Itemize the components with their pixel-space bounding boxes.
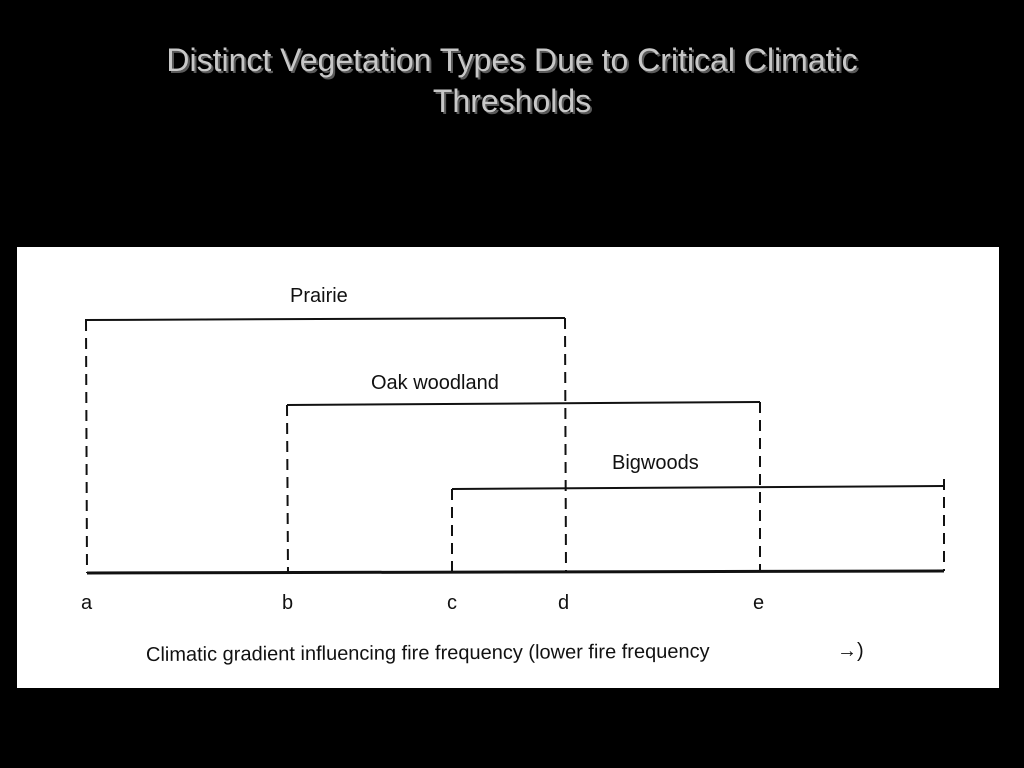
diagram-panel (17, 247, 999, 688)
tick-label-b: b (282, 592, 294, 614)
prairie-range (85, 285, 566, 573)
bigwoods-label: Bigwoods (612, 452, 699, 474)
oak-woodland-left-boundary (287, 405, 288, 573)
prairie-left-boundary (86, 320, 87, 573)
prairie-label: Prairie (290, 285, 348, 307)
axis-label: Climatic gradient influencing fire frequency (lower fire frequency (145, 640, 710, 666)
tick-label-d: d (558, 592, 570, 614)
prairie-right-boundary (565, 318, 566, 572)
prairie-range-bar (85, 318, 565, 320)
tick-label-e: e (753, 592, 765, 614)
tick-label-a: a (81, 592, 93, 614)
oak-woodland-label: Oak woodland (371, 372, 499, 394)
slide-title: Distinct Vegetation Types Due to Critical Climatic Thresholds (166, 42, 858, 119)
bigwoods-range-bar (452, 486, 944, 489)
axis-arrow-label: →) (837, 640, 864, 662)
oak-woodland-range-bar (287, 402, 760, 405)
vegetation-range-diagram (17, 247, 999, 688)
gradient-baseline (87, 571, 944, 573)
tick-label-c: c (447, 592, 457, 614)
bigwoods-range (452, 452, 944, 572)
